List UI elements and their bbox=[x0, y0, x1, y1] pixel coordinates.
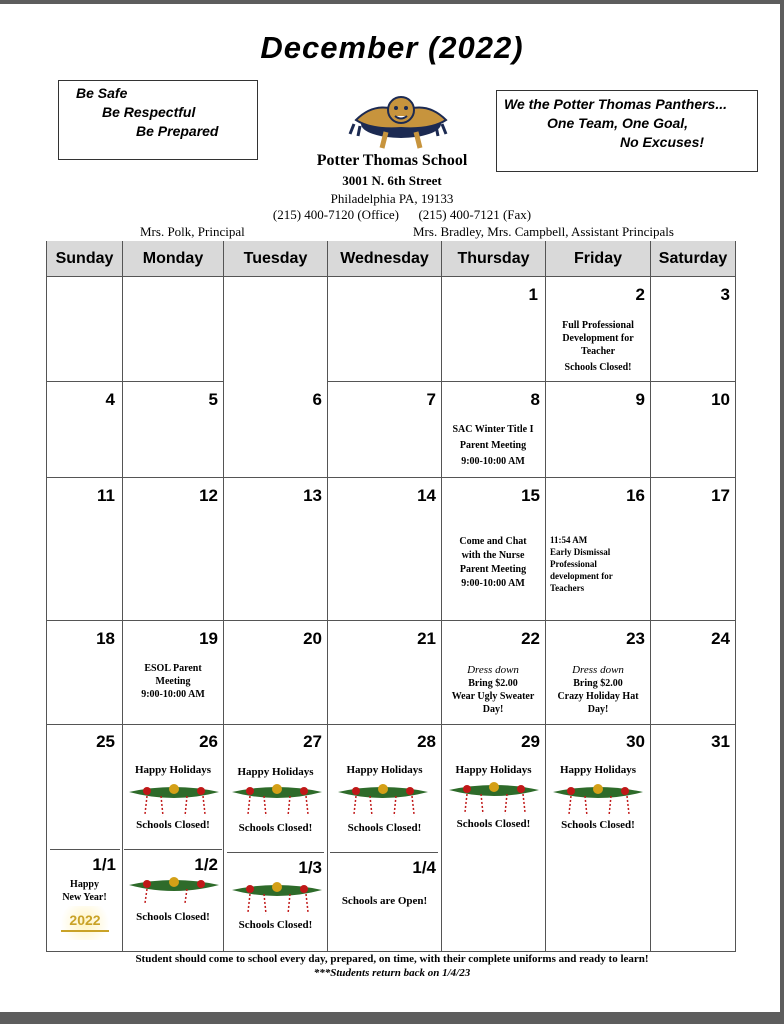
grid-line bbox=[545, 241, 546, 952]
new-year-note: Happy New Year! bbox=[62, 879, 107, 903]
panther-mascot-logo bbox=[346, 90, 456, 152]
school-street: 3001 N. 6th Street bbox=[342, 173, 442, 188]
event-note: Full Professional Development for Teacher Schools Closed! bbox=[562, 320, 634, 373]
school-city: Philadelphia PA, 19133 bbox=[330, 191, 454, 206]
grid-line bbox=[46, 620, 736, 621]
weekday-header: Tuesday bbox=[224, 241, 327, 277]
schools-closed-label: Schools Closed! bbox=[238, 919, 313, 931]
day-number: 1 bbox=[528, 285, 538, 304]
weekday-header: Saturday bbox=[651, 241, 735, 277]
panthers-line: No Excuses! bbox=[620, 134, 705, 150]
weekday-header: Thursday bbox=[442, 241, 545, 277]
footer-return-note: ***Students return back on 1/4/23 bbox=[313, 967, 471, 979]
event-note: Dress down Bring $2.00 Crazy Holiday Hat Day! bbox=[557, 664, 639, 715]
event-note: 11:54 AM Early Dismissal Professional development for Teachers bbox=[550, 535, 613, 593]
weekday-header: Monday bbox=[123, 241, 223, 277]
school-name: Potter Thomas School bbox=[316, 152, 468, 169]
grid-line bbox=[124, 849, 222, 850]
day-number: 17 bbox=[711, 486, 730, 505]
grid-line bbox=[46, 477, 736, 478]
event-note: ESOL Parent Meeting 9:00-10:00 AM bbox=[141, 663, 205, 700]
day-number: 1/3 bbox=[298, 858, 322, 877]
motto-line: Be Respectful bbox=[102, 104, 196, 120]
day-number: 13 bbox=[303, 486, 322, 505]
day-number: 29 bbox=[521, 732, 540, 751]
day-number: 2 bbox=[635, 285, 645, 304]
event-note: SAC Winter Title I Parent Meeting 9:00-10:00 AM bbox=[452, 424, 534, 467]
happy-holidays-label: Happy Holidays bbox=[559, 764, 637, 776]
holiday-garland-icon bbox=[551, 780, 645, 820]
day-number: 7 bbox=[426, 390, 436, 409]
schools-closed-label: Schools Closed! bbox=[136, 819, 210, 831]
happy-holidays-label: Happy Holidays bbox=[237, 766, 314, 778]
motto-line: Be Prepared bbox=[136, 123, 219, 139]
day-number: 3 bbox=[720, 285, 730, 304]
panthers-line: One Team, One Goal, bbox=[547, 115, 689, 131]
grid-line bbox=[223, 241, 224, 952]
day-number: 20 bbox=[303, 629, 322, 648]
event-note: Dress down Bring $2.00 Wear Ugly Sweater Day! bbox=[451, 664, 535, 715]
day-number: 18 bbox=[96, 629, 115, 648]
day-number: 21 bbox=[417, 629, 436, 648]
event-note: Come and Chat with the Nurse Parent Meeting 9:00-10:00 AM bbox=[459, 536, 527, 589]
day-number: 26 bbox=[199, 732, 218, 751]
day-number: 28 bbox=[417, 732, 436, 751]
motto-box bbox=[58, 80, 258, 160]
day-number: 10 bbox=[711, 390, 730, 409]
day-number: 5 bbox=[208, 390, 218, 409]
happy-holidays-label: Happy Holidays bbox=[134, 764, 212, 776]
calendar-title: December (2022) bbox=[260, 30, 524, 65]
window-top-edge bbox=[0, 0, 784, 4]
day-number: 31 bbox=[711, 732, 730, 751]
panthers-line: We the Potter Thomas Panthers... bbox=[504, 96, 728, 112]
school-phones: (215) 400-7120 (Office) (215) 400-7121 (Fax) bbox=[272, 207, 532, 222]
holiday-garland-icon bbox=[127, 873, 221, 913]
day-number: 1/2 bbox=[194, 855, 218, 874]
weekday-header: Sunday bbox=[47, 241, 122, 277]
day-number: 24 bbox=[711, 629, 730, 648]
grid-line bbox=[441, 241, 442, 952]
day-number: 25 bbox=[96, 732, 115, 751]
holiday-garland-icon bbox=[230, 780, 324, 820]
schools-open-label: Schools are Open! bbox=[341, 895, 428, 907]
day-number: 23 bbox=[626, 629, 645, 648]
weekday-header: Wednesday bbox=[328, 241, 441, 277]
footer-note: Student should come to school every day, prepared, on time, with their complete uniforms and ready to learn! bbox=[135, 953, 649, 965]
day-number: 1/4 bbox=[412, 858, 436, 877]
grid-line bbox=[46, 724, 736, 725]
schools-closed-label: Schools Closed! bbox=[561, 819, 635, 831]
day-number: 6 bbox=[312, 390, 322, 409]
day-number: 11 bbox=[97, 486, 115, 505]
motto-line: Be Safe bbox=[76, 85, 128, 101]
day-number: 19 bbox=[199, 629, 218, 648]
grid-line bbox=[327, 241, 328, 952]
weekday-header: Friday bbox=[546, 241, 650, 277]
holiday-garland-icon bbox=[127, 780, 221, 820]
day-number: 4 bbox=[105, 390, 115, 409]
day-number: 16 bbox=[626, 486, 645, 505]
schools-closed-label: Schools Closed! bbox=[238, 822, 313, 834]
day-number: 30 bbox=[626, 732, 645, 751]
principal-name: Mrs. Polk, Principal bbox=[140, 224, 245, 239]
holiday-garland-icon bbox=[447, 778, 541, 818]
grid-line bbox=[227, 852, 324, 853]
day-number: 22 bbox=[521, 629, 540, 648]
grid-line bbox=[330, 852, 438, 853]
day-number: 9 bbox=[635, 390, 645, 409]
schools-closed-label: Schools Closed! bbox=[136, 911, 210, 923]
schools-closed-label: Schools Closed! bbox=[456, 818, 531, 830]
grid-line bbox=[327, 381, 736, 382]
holiday-garland-icon bbox=[336, 780, 430, 820]
holiday-garland-icon bbox=[230, 878, 324, 918]
day-number: 27 bbox=[303, 732, 322, 751]
schools-closed-label: Schools Closed! bbox=[347, 822, 422, 834]
new-year-badge-icon: 2022 bbox=[55, 906, 115, 940]
day-number: 8 bbox=[530, 390, 540, 409]
grid-line bbox=[50, 849, 120, 850]
day-number: 14 bbox=[417, 486, 436, 505]
happy-holidays-label: Happy Holidays bbox=[346, 764, 423, 776]
grid-line bbox=[46, 381, 223, 382]
grid-line bbox=[650, 241, 651, 952]
day-number: 1/1 bbox=[92, 855, 116, 874]
assistant-principals: Mrs. Bradley, Mrs. Campbell, Assistant Principals bbox=[413, 224, 674, 239]
happy-holidays-label: Happy Holidays bbox=[455, 764, 532, 776]
day-number: 15 bbox=[521, 486, 540, 505]
window-bottom-edge bbox=[0, 1012, 784, 1024]
grid-line bbox=[122, 241, 123, 952]
day-number: 12 bbox=[199, 486, 218, 505]
